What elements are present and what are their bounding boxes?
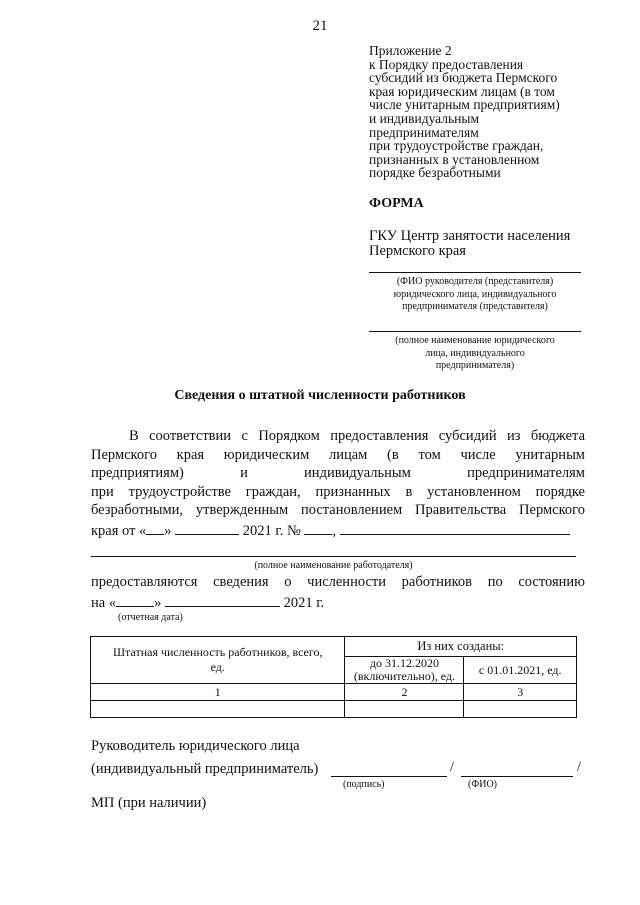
col-number: 1: [91, 684, 345, 701]
report-day-field[interactable]: [116, 592, 154, 607]
recipient-line: ГКУ Центр занятости населения: [369, 228, 571, 244]
intro-word: предприятиям): [91, 465, 184, 481]
full-name-field[interactable]: [369, 331, 581, 332]
caption-line: юридического лица, индивидуального: [393, 288, 557, 300]
slash: /: [450, 759, 455, 775]
slash: /: [577, 759, 582, 775]
intro-line: [91, 464, 585, 483]
created-after-cell[interactable]: [464, 701, 577, 718]
date-prefix: на «: [91, 594, 117, 611]
appendix-header: [369, 44, 560, 180]
employer-caption: (полное наименование работодателя): [254, 560, 413, 571]
decree-extra-field[interactable]: [340, 520, 570, 535]
report-date-caption: (отчетная дата): [118, 612, 183, 623]
col3-header: с 01.01.2021, ед.: [464, 657, 577, 684]
fio-field[interactable]: [461, 776, 573, 777]
col-number: 3: [464, 684, 577, 701]
appendix-line: предпринимателям: [369, 124, 479, 140]
intro-line-date: [91, 520, 585, 541]
provided-line: предоставляются сведения о численности работников по состоянию: [91, 574, 585, 590]
decree-month-field[interactable]: [175, 520, 239, 535]
provided-line-date: [91, 592, 585, 613]
appendix-line: субсидий из бюджета Пермского: [369, 70, 558, 86]
intro-paragraph: [91, 427, 585, 540]
full-name-caption: [361, 335, 589, 373]
signature-field[interactable]: [331, 776, 447, 777]
caption-line: предпринимателя): [435, 360, 515, 371]
intro-line: безработными, утвержденным постановлением Правительства Пермского: [91, 502, 585, 518]
provided-paragraph: [91, 573, 585, 612]
intro-line: при трудоустройстве граждан, признанных в установленном порядке: [91, 483, 585, 500]
head-fio-caption: [361, 276, 589, 314]
caption-line: лица, индивидуального: [425, 347, 525, 359]
report-year-label: 2021 г.: [283, 594, 325, 611]
appendix-line: при трудоустройстве граждан,: [369, 138, 544, 154]
stamp-label: МП (при наличии): [91, 795, 207, 811]
appendix-line: признанных в установленном: [369, 151, 540, 167]
signature-caption: (подпись): [343, 779, 385, 790]
recipient-line: Пермского края: [369, 243, 466, 259]
employer-name-field[interactable]: [91, 556, 576, 557]
quote-close: »: [164, 522, 172, 539]
head-fio-field[interactable]: [369, 272, 581, 273]
intro-word: и: [240, 465, 248, 481]
intro-line: Пермского края юридическим лицам (в том числе унитарным: [91, 446, 585, 463]
date-prefix: края от «: [91, 522, 147, 539]
intro-line: В соответствии с Порядком предоставления субсидий из бюджета: [129, 428, 585, 444]
page-number: 21: [312, 18, 328, 34]
group-header: Из них созданы:: [345, 637, 577, 657]
comma: ,: [332, 522, 337, 539]
decree-day-field[interactable]: [146, 520, 164, 535]
appendix-line: и индивидуальным: [369, 110, 480, 126]
decree-number-field[interactable]: [304, 520, 332, 535]
quote-close: »: [154, 594, 162, 611]
decree-year-label: 2021 г. №: [242, 522, 301, 539]
report-month-field[interactable]: [165, 592, 280, 607]
total-staff-cell[interactable]: [91, 701, 345, 718]
caption-line: предпринимателя (представителя): [402, 301, 548, 312]
appendix-line: порядке безработными: [369, 165, 501, 181]
staff-table: [90, 636, 577, 718]
recipient-block: [369, 229, 570, 259]
created-before-cell[interactable]: [345, 701, 464, 718]
intro-word: индивидуальным: [304, 465, 411, 481]
col1-header: Штатная численность работников, всего, ед.: [91, 637, 345, 684]
appendix-line: к Порядку предоставления: [369, 56, 524, 72]
signature-title-line2: (индивидуальный предприниматель): [91, 761, 319, 777]
col-number: 2: [345, 684, 464, 701]
col2-header: до 31.12.2020 (включительно), ед.: [345, 657, 464, 684]
appendix-line: Приложение 2: [369, 43, 452, 58]
caption-line: (полное наименование юридического: [395, 335, 555, 346]
appendix-line: числе унитарным предприятиям): [369, 97, 560, 113]
form-label: ФОРМА: [369, 196, 424, 211]
fio-caption: (ФИО): [468, 779, 498, 790]
intro-word: предпринимателям: [467, 465, 585, 481]
caption-line: (ФИО руководителя (представителя): [396, 276, 554, 287]
signature-title-line1: Руководитель юридического лица: [91, 738, 300, 754]
appendix-line: края юридическим лицам (в том: [369, 83, 555, 99]
page-title: Сведения о штатной численности работников: [174, 388, 466, 403]
